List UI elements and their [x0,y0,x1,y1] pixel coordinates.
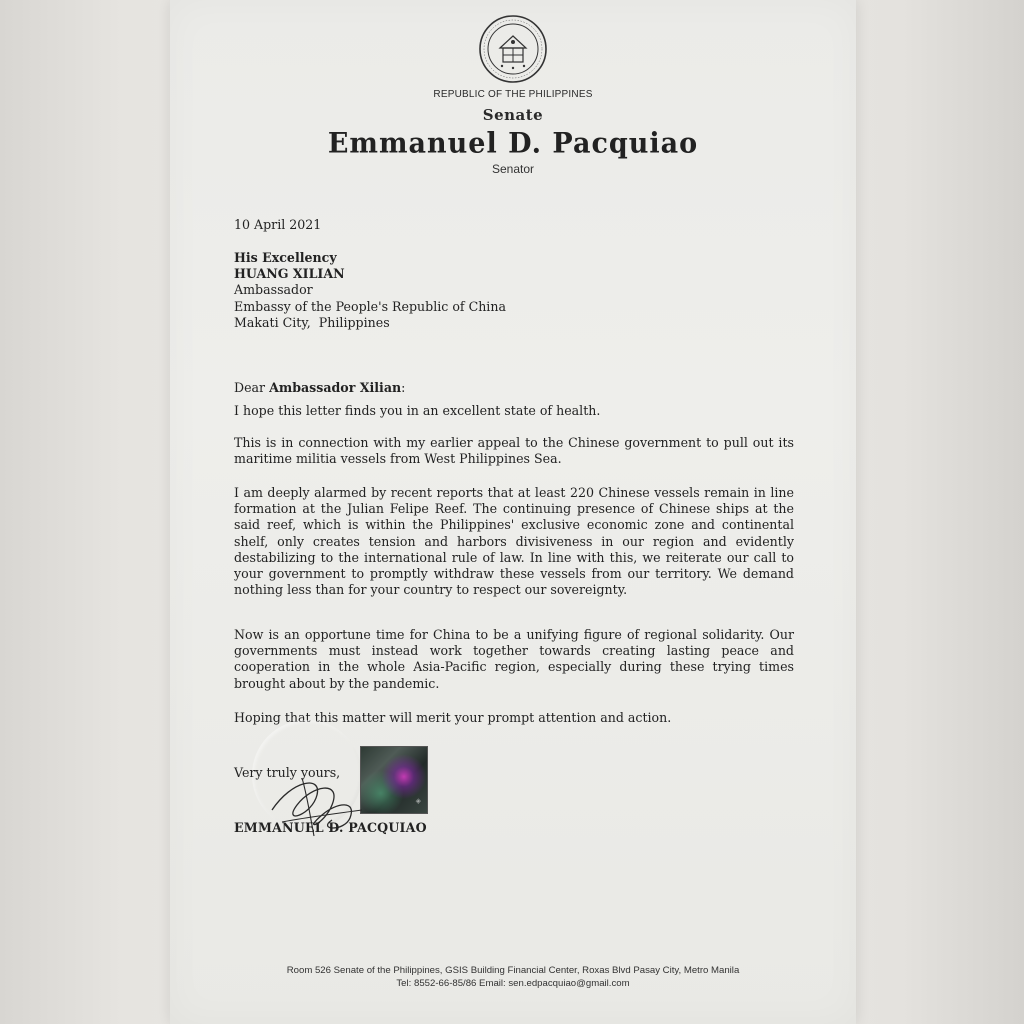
addressee-organization: Embassy of the People's Republic of China [234,298,506,314]
signer-name: EMMANUEL D. PACQUIAO [234,820,427,835]
senate-seal-icon [478,14,548,84]
letterhead-senate: Senate [482,106,544,124]
addressee-honorific: His Excellency [234,250,337,265]
paragraph: This is in connection with my earlier appeal to the Chinese government to pull out its maritime militia vessels from West Philippines Sea. [234,435,794,467]
letter-date: 10 April 2021 [234,217,322,232]
salutation-prefix: Dear [234,380,270,395]
salutation [234,380,794,396]
letterhead-title: Senator [491,162,535,176]
paragraph: I hope this letter finds you in an excellent state of health. [234,403,601,418]
addressee-name: HUANG XILIAN [234,266,345,282]
paragraph: Hoping that this matter will merit your prompt attention and action. [234,710,672,725]
salutation-suffix: : [401,380,406,395]
footer-contact: Tel: 8552-66-85/86 Email: sen.edpacquiao@gmail.com [396,977,630,989]
paragraph: Now is an opportune time for China to be a unifying figure of regional solidarity. Our governments must instead work together towards creating lasting peace and cooperation in the whole Asia-Pacific region, especially during these trying times brought about by the pandemic. [234,627,794,691]
addressee-location: Makati City, Philippines [234,314,390,330]
addressee-block [234,250,794,331]
closing: Very truly yours, [234,765,341,780]
footer-address: Room 526 Senate of the Philippines, GSIS Building Financial Center, Roxas Blvd Pasay City, Metro Manila [286,965,740,976]
salutation-name: Ambassador Xilian [269,380,402,395]
letter-page [170,0,856,1024]
hologram-mark: ◈ [415,798,421,805]
letterhead-name: Emmanuel D. Pacquiao [327,127,699,160]
paragraph: I am deeply alarmed by recent reports that at least 220 Chinese vessels remain in line formation at the Julian Felipe Reef. The continuing presence of Chinese ships at the said reef, which is within the Philippines' exclusive economic zone and continental shelf, only creates tension and harbors divisiveness in our region and evidently destabilizing to the international rule of law. In line with this, we reiterate our call to your government to promptly withdraw these vessels from our territory. We demand nothing less than for your country to respect our sovereignty. [234,485,794,598]
addressee-position: Ambassador [234,282,313,298]
footer [170,965,856,990]
letterhead-republic: REPUBLIC OF THE PHILIPPINES [433,89,593,100]
